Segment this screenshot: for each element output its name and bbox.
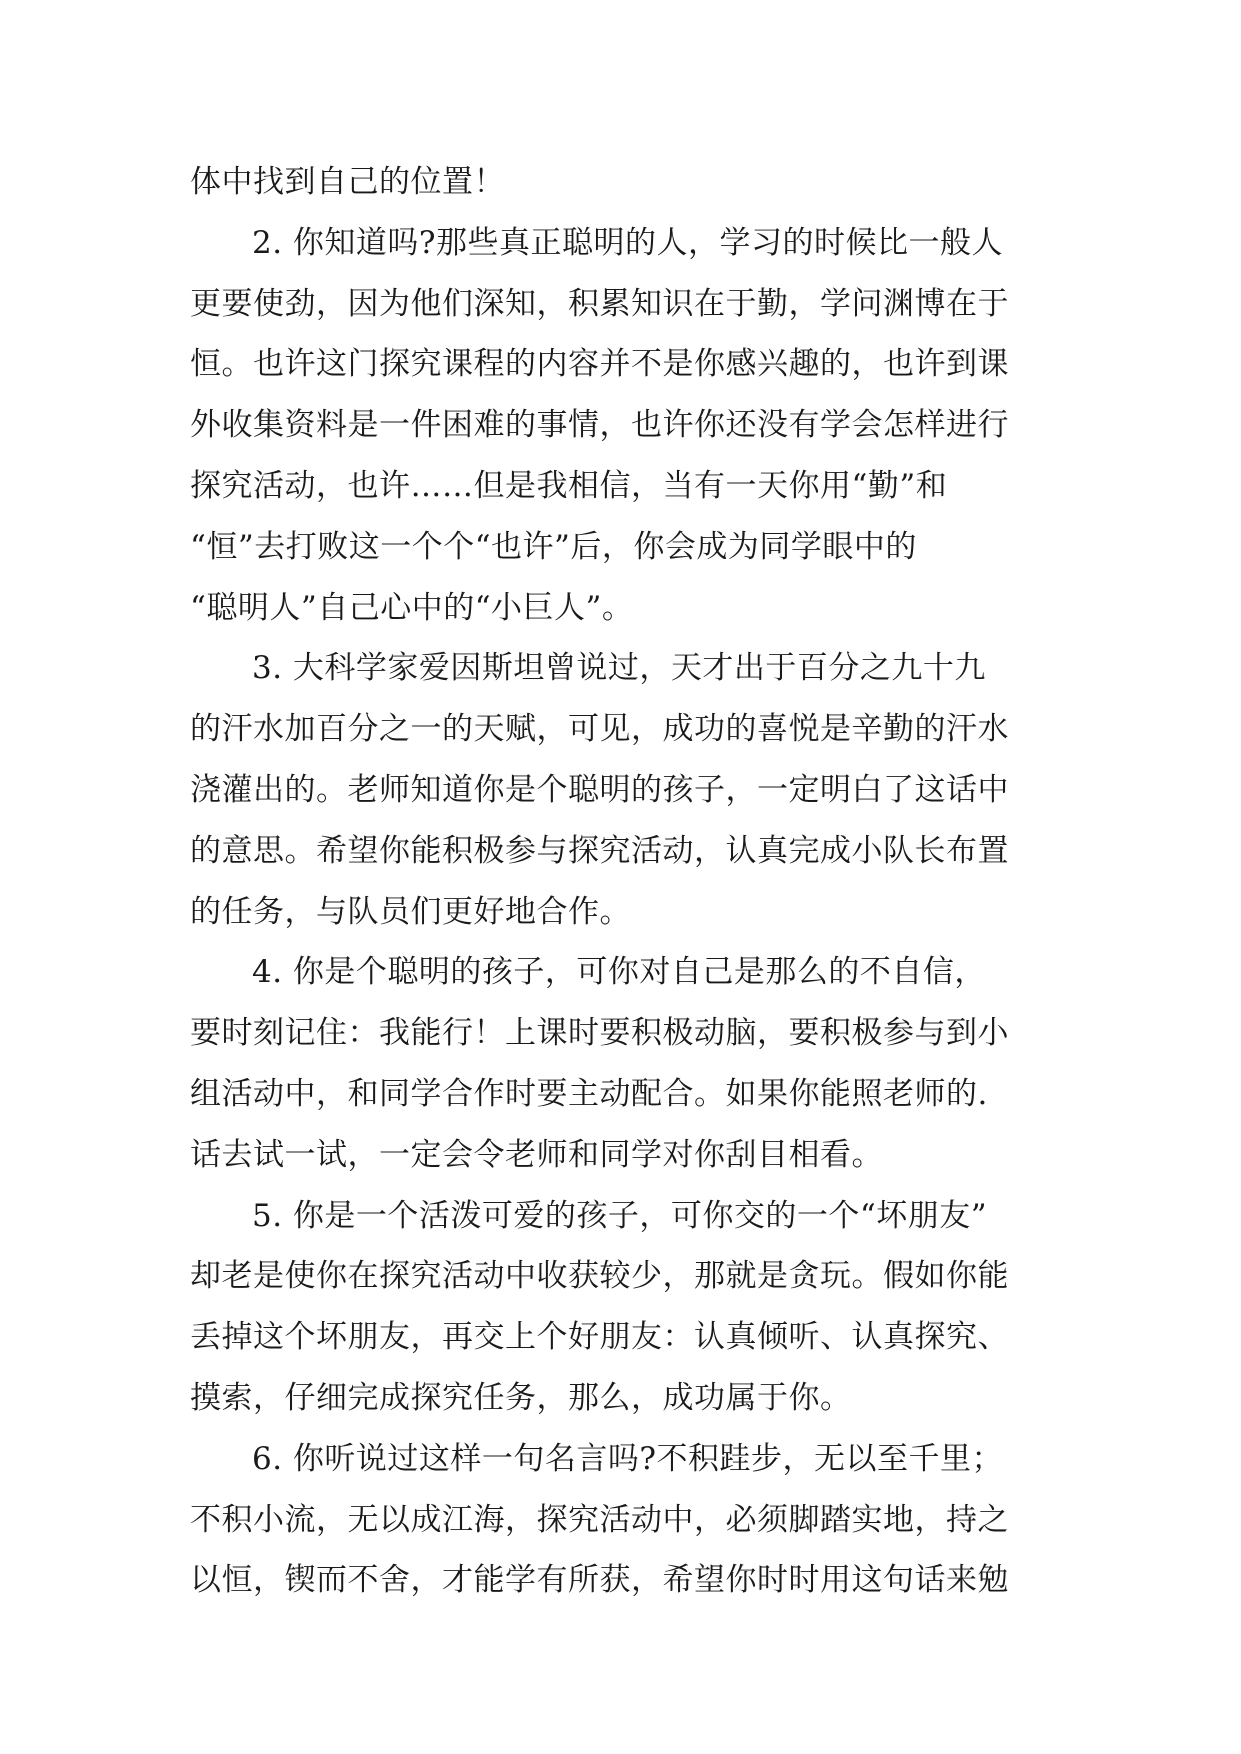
text-line: 不积小流，无以成江海，探究活动中，必须脚踏实地，持之	[190, 1501, 1009, 1538]
paragraph-start-line: 4. 你是个聪明的孩子，可你对自己是那么的不自信，	[252, 954, 986, 991]
text-line: 丢掉这个坏朋友，再交上个好朋友：认真倾听、认真探究、	[190, 1319, 1009, 1356]
text-line: 摸索，仔细完成探究任务，那么，成功属于你。	[190, 1379, 852, 1416]
text-line: “聪明人”自己心中的“小巨人”。	[190, 589, 634, 626]
text-line: 更要使劲，因为他们深知，积累知识在于勤，学问渊博在于	[190, 285, 1009, 322]
paragraph-start-line: 3. 大科学家爱因斯坦曾说过，天才出于百分之九十九	[252, 650, 986, 687]
text-line: “恒”去打败这一个个“也许”后，你会成为同学眼中的	[190, 528, 917, 565]
text-line: 却老是使你在探究活动中收获较少，那就是贪玩。假如你能	[190, 1258, 1009, 1295]
document-body	[190, 152, 1050, 1611]
text-line: 探究活动，也许……但是我相信，当有一天你用“勤”和	[190, 467, 948, 504]
text-line: 外收集资料是一件困难的事情，也许你还没有学会怎样进行	[190, 407, 1009, 444]
text-line: 以恒，锲而不舍，才能学有所获，希望你时时用这句话来勉	[190, 1562, 1009, 1599]
text-line: 的意思。希望你能积极参与探究活动，认真完成小队长布置	[190, 832, 1009, 869]
text-line: 组活动中，和同学合作时要主动配合。如果你能照老师的.	[190, 1075, 988, 1112]
text-line: 的任务，与队员们更好地合作。	[190, 893, 631, 930]
text-line: 浇灌出的。老师知道你是个聪明的孩子，一定明白了这话中	[190, 771, 1009, 808]
paragraph-start-line: 5. 你是一个活泼可爱的孩子，可你交的一个“坏朋友”	[252, 1197, 988, 1234]
paragraph-start-line: 6. 你听说过这样一句名言吗?不积跬步，无以至千里；	[252, 1440, 1004, 1477]
text-line: 体中找到自己的位置！	[190, 164, 505, 200]
text-line: 要时刻记住：我能行！上课时要积极动脑，要积极参与到小	[190, 1015, 1009, 1052]
text-line: 话去试一试，一定会令老师和同学对你刮目相看。	[190, 1136, 883, 1173]
text-line: 恒。也许这门探究课程的内容并不是你感兴趣的，也许到课	[190, 346, 1009, 383]
paragraph-start-line: 2. 你知道吗?那些真正聪明的人，学习的时候比一般人	[252, 224, 1004, 261]
text-line: 的汗水加百分之一的天赋，可见，成功的喜悦是辛勤的汗水	[190, 711, 1009, 748]
